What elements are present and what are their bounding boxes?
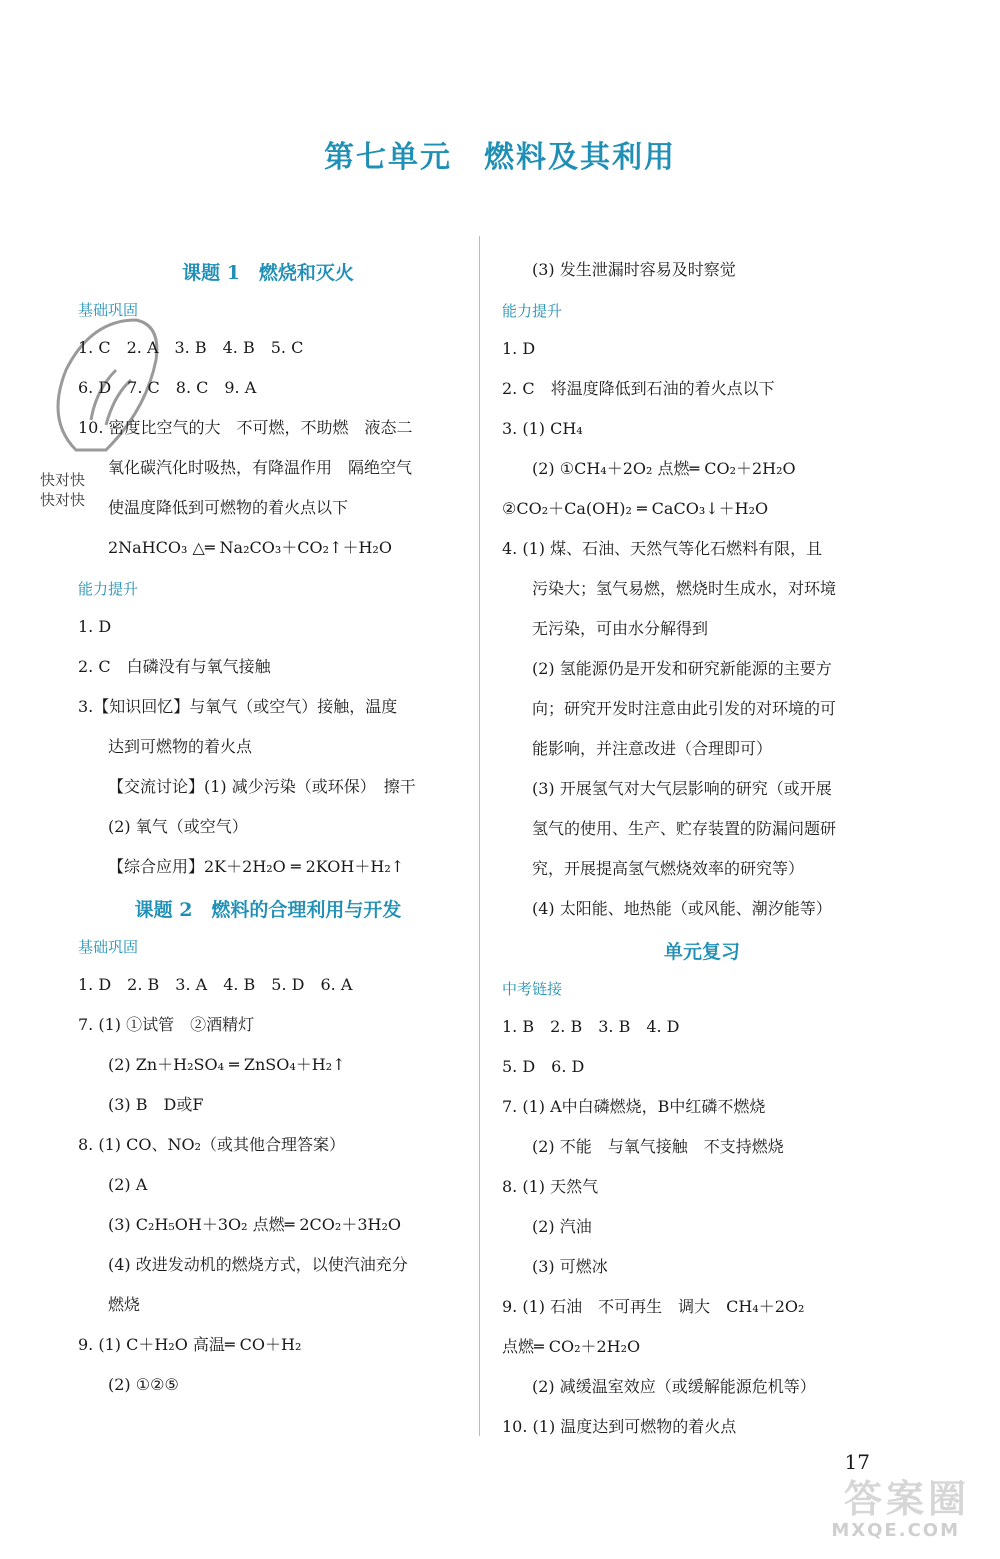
answer-line: 1. D xyxy=(502,339,536,358)
section-title: 课题 1 燃烧和灭火 xyxy=(182,262,354,284)
subheading: 中考链接 xyxy=(502,980,563,998)
answer-line: (3) 可燃冰 xyxy=(532,1257,608,1276)
answer-line: (3) B D或F xyxy=(108,1095,204,1114)
right-column xyxy=(502,250,902,1447)
answer-line: 污染大；氢气易燃，燃烧时生成水，对环境 xyxy=(532,579,837,598)
page-title: 第七单元 燃料及其利用 xyxy=(324,140,676,175)
answer-line: 7. (1) A中白磷燃烧，B中红磷不燃烧 xyxy=(502,1097,766,1116)
answer-line: (2) A xyxy=(108,1175,148,1194)
equation-line: 9. (1) C＋H₂O 高温═ CO＋H₂ xyxy=(78,1335,302,1354)
answer-line: 2. C 白磷没有与氧气接触 xyxy=(78,657,271,676)
answer-line: 1. D 2. B 3. A 4. B 5. D 6. A xyxy=(78,975,353,994)
answer-line: 向；研究开发时注意由此引发的对环境的可 xyxy=(532,699,837,718)
section-title: 课题 2 燃料的合理利用与开发 xyxy=(134,899,402,921)
section-title: 单元复习 xyxy=(663,941,740,963)
page-number: 17 xyxy=(844,1450,870,1474)
answer-line: (2) 汽油 xyxy=(532,1217,592,1236)
answer-line: 10. (1) 温度达到可燃物的着火点 xyxy=(502,1417,737,1436)
answer-line: 5. D 6. D xyxy=(502,1057,585,1076)
answer-line: 2. C 将温度降低到石油的着火点以下 xyxy=(502,379,775,398)
equation-line: 【综合应用】2K＋2H₂O ═ 2KOH＋H₂↑ xyxy=(108,857,405,876)
answer-line: 8. (1) 天然气 xyxy=(502,1177,599,1196)
subheading: 能力提升 xyxy=(502,302,563,320)
answer-line: 3.【知识回忆】与氧气（或空气）接触，温度 xyxy=(78,697,398,716)
answer-line: (2) 不能 与氧气接触 不支持燃烧 xyxy=(532,1137,784,1156)
stamp-line: 快对快 xyxy=(40,471,86,489)
subheading: 能力提升 xyxy=(78,580,139,598)
subheading: 基础巩固 xyxy=(78,938,139,956)
answer-line: 1. D xyxy=(78,617,112,636)
answer-line: 1. C 2. A 3. B 4. B 5. C xyxy=(78,338,304,357)
watermark-logo: 答案圈 xyxy=(843,1477,970,1521)
watermark-url: MXQE.COM xyxy=(831,1520,960,1541)
answer-line: 氧化碳汽化时吸热，有降温作用 隔绝空气 xyxy=(108,458,413,477)
answer-line: 达到可燃物的着火点 xyxy=(108,737,253,756)
equation-line: (2) ①CH₄＋2O₂ 点燃═ CO₂＋2H₂O xyxy=(532,459,796,478)
answer-line: (2) 氢能源仍是开发和研究新能源的主要方 xyxy=(532,659,832,678)
equation-line: 2NaHCO₃ △═ Na₂CO₃＋CO₂↑＋H₂O xyxy=(108,538,392,557)
answer-line: 6. D 7. C 8. C 9. A xyxy=(78,378,257,397)
answer-line: (2) 氧气（或空气） xyxy=(108,817,248,836)
answer-line: 10. 密度比空气的大 不可燃，不助燃 液态二 xyxy=(78,418,413,437)
answer-line: 究，开展提高氢气燃烧效率的研究等） xyxy=(532,859,805,878)
left-column xyxy=(78,250,458,1405)
answer-line: (3) 开展氢气对大气层影响的研究（或开展 xyxy=(532,779,832,798)
answer-line: 无污染，可由水分解得到 xyxy=(532,619,709,638)
answer-line: 燃烧 xyxy=(108,1295,141,1314)
equation-line: (2) Zn＋H₂SO₄ ═ ZnSO₄＋H₂↑ xyxy=(108,1055,346,1074)
answer-line: 4. (1) 煤、石油、天然气等化石燃料有限，且 xyxy=(502,539,823,558)
answer-line: 能影响，并注意改进（合理即可） xyxy=(532,739,773,758)
subheading: 基础巩固 xyxy=(78,301,139,319)
equation-line: (3) C₂H₅OH＋3O₂ 点燃═ 2CO₂＋3H₂O xyxy=(108,1215,401,1234)
answer-line: (2) 减缓温室效应（或缓解能源危机等） xyxy=(532,1377,816,1396)
answer-line: 8. (1) CO、NO₂（或其他合理答案） xyxy=(78,1135,345,1154)
column-divider xyxy=(479,236,480,1436)
answer-line: 7. (1) ①试管 ②酒精灯 xyxy=(78,1015,255,1034)
answer-line: 3. (1) CH₄ xyxy=(502,419,583,438)
answer-line: (3) 发生泄漏时容易及时察觉 xyxy=(532,260,736,279)
answer-line: 【交流讨论】(1) 减少污染（或环保） 擦干 xyxy=(108,777,416,796)
answer-line: (4) 太阳能、地热能（或风能、潮汐能等） xyxy=(532,899,832,918)
answer-line: (2) ①②⑤ xyxy=(108,1375,179,1394)
equation-line: 点燃═ CO₂＋2H₂O xyxy=(502,1337,641,1356)
answer-line: 9. (1) 石油 不可再生 调大 CH₄＋2O₂ xyxy=(502,1297,805,1316)
answer-line: 氢气的使用、生产、贮存装置的防漏问题研 xyxy=(532,819,837,838)
answer-line: (4) 改进发动机的燃烧方式，以使汽油充分 xyxy=(108,1255,408,1274)
answer-line: 使温度降低到可燃物的着火点以下 xyxy=(108,498,349,517)
answer-line: 1. B 2. B 3. B 4. D xyxy=(502,1017,680,1036)
stamp-line: 快对快 xyxy=(40,491,86,509)
equation-line: ②CO₂＋Ca(OH)₂ ═ CaCO₃↓＋H₂O xyxy=(502,499,769,518)
